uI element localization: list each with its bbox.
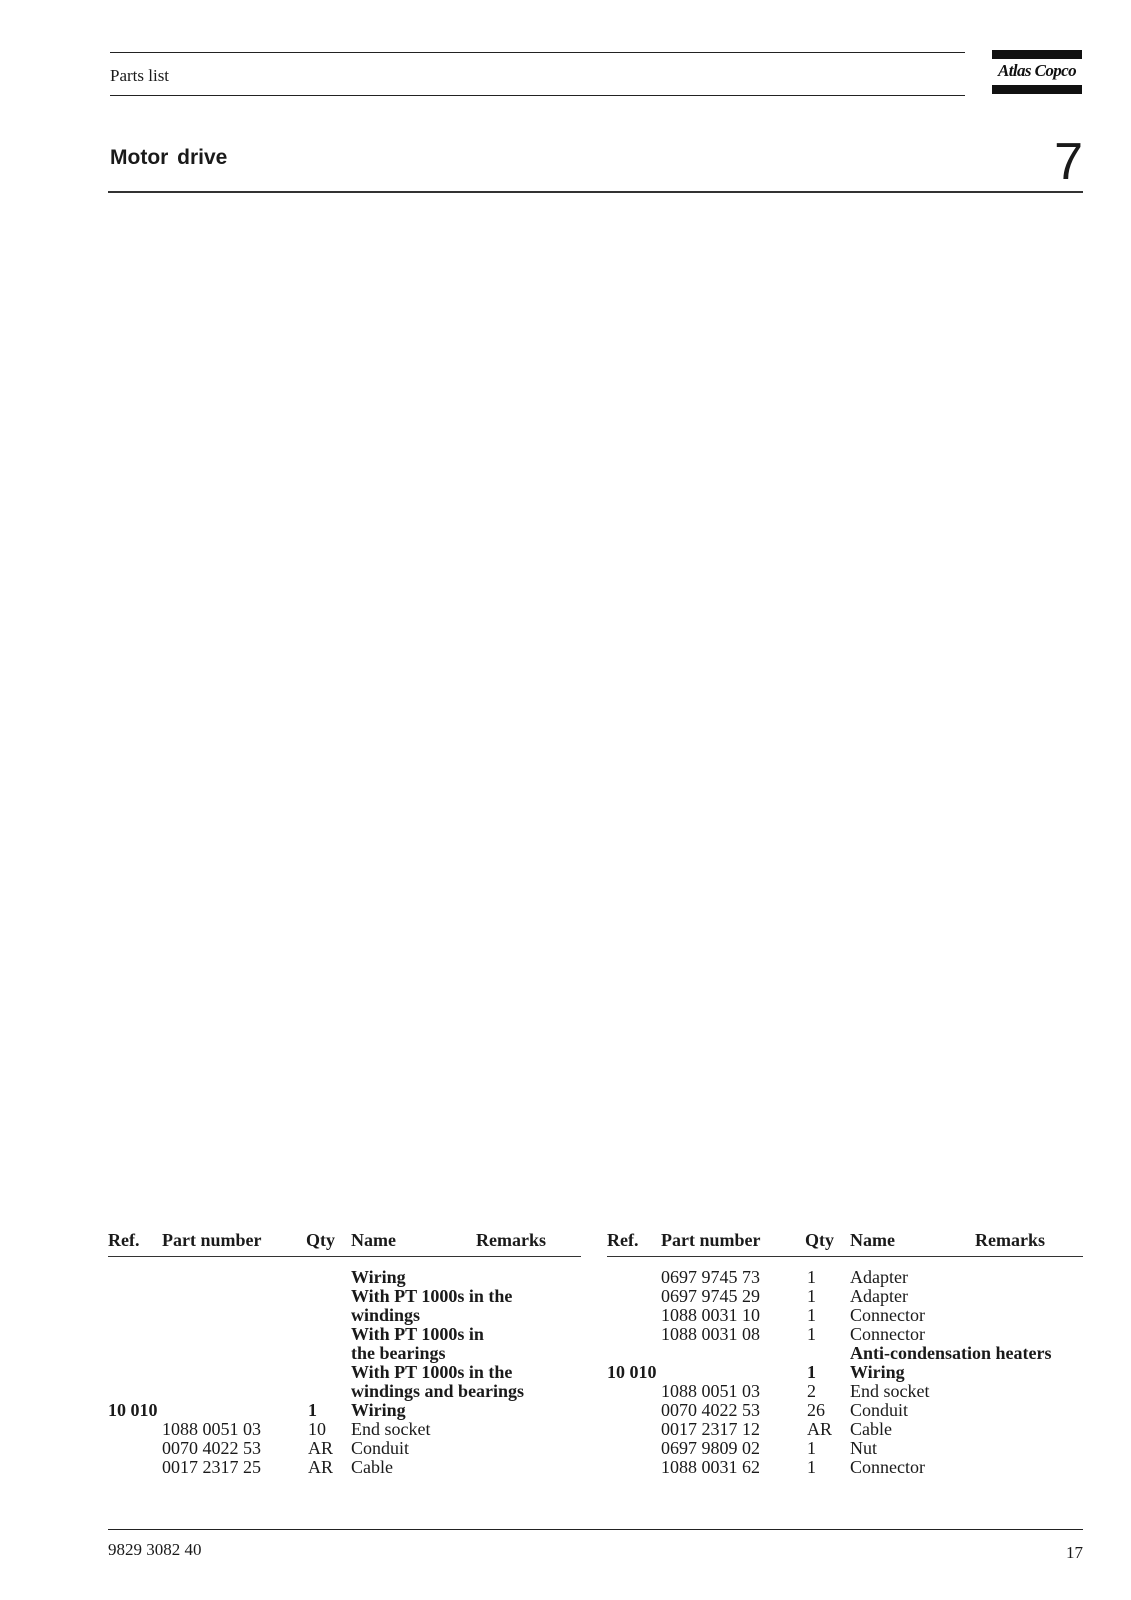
cell-part-number: 0017 2317 25 — [162, 1457, 261, 1477]
section-label: Parts list — [110, 66, 170, 85]
col-name-header: Name — [351, 1230, 396, 1250]
col-remarks-header: Remarks — [476, 1230, 546, 1250]
cell-name: windings — [351, 1305, 421, 1325]
cell-part-number: 0697 9745 29 — [661, 1286, 760, 1306]
parts-table-right — [607, 1230, 1083, 1477]
cell-name: Conduit — [351, 1438, 410, 1458]
cell-qty: AR — [308, 1457, 334, 1477]
logo-bottom-bar — [992, 85, 1082, 94]
cell-name: windings and bearings — [351, 1381, 525, 1401]
cell-part-number: 0017 2317 12 — [661, 1419, 760, 1439]
cell-part-number: 1088 0031 62 — [661, 1457, 760, 1477]
table-row — [607, 1287, 1083, 1306]
cell-qty: 26 — [807, 1400, 825, 1420]
table-row — [108, 1306, 581, 1325]
header-bottom-rule — [110, 95, 965, 96]
table-header — [108, 1230, 581, 1257]
table-row — [108, 1325, 581, 1344]
cell-qty: 1 — [308, 1400, 317, 1420]
table-row — [607, 1325, 1083, 1344]
table-row — [108, 1401, 581, 1420]
cell-part-number: 0697 9809 02 — [661, 1438, 760, 1458]
cell-qty: 1 — [807, 1362, 816, 1382]
logo-top-bar — [992, 50, 1082, 59]
cell-name: Adapter — [850, 1286, 908, 1306]
table-row — [607, 1420, 1083, 1439]
table-row — [607, 1268, 1083, 1287]
table-row — [607, 1363, 1083, 1382]
cell-qty: AR — [807, 1419, 833, 1439]
cell-name: End socket — [351, 1419, 431, 1439]
cell-name: Connector — [850, 1457, 925, 1477]
cell-part-number: 1088 0031 10 — [661, 1305, 760, 1325]
parts-table-left — [108, 1230, 581, 1477]
table-body — [108, 1268, 581, 1477]
table-row — [108, 1382, 581, 1401]
cell-name: Conduit — [850, 1400, 909, 1420]
cell-part-number: 1088 0031 08 — [661, 1324, 760, 1344]
cell-qty: AR — [308, 1438, 334, 1458]
cell-part-number: 1088 0051 03 — [661, 1381, 760, 1401]
footer-rule — [108, 1529, 1083, 1530]
cell-name: Wiring — [351, 1400, 406, 1420]
table-row — [108, 1420, 581, 1439]
cell-ref: 10 010 — [108, 1400, 158, 1420]
col-part-number-header: Part number — [661, 1230, 761, 1250]
title-rule — [108, 191, 1083, 193]
col-remarks-header: Remarks — [975, 1230, 1045, 1250]
cell-qty: 1 — [807, 1324, 816, 1344]
cell-qty: 1 — [807, 1267, 816, 1287]
page-title: Motor drive — [110, 146, 228, 169]
col-name-header: Name — [850, 1230, 895, 1250]
cell-name: Adapter — [850, 1267, 908, 1287]
cell-part-number: 0070 4022 53 — [661, 1400, 760, 1420]
cell-qty: 1 — [807, 1305, 816, 1325]
header-top-rule — [110, 52, 965, 53]
cell-qty: 1 — [807, 1286, 816, 1306]
col-ref-header: Ref. — [607, 1230, 639, 1250]
col-ref-header: Ref. — [108, 1230, 140, 1250]
cell-qty: 2 — [807, 1381, 816, 1401]
cell-name: Connector — [850, 1305, 925, 1325]
table-row — [607, 1344, 1083, 1363]
cell-name: the bearings — [351, 1343, 446, 1363]
table-row — [108, 1439, 581, 1458]
logo-wordmark: Atlas Copco — [998, 61, 1076, 80]
cell-part-number: 1088 0051 03 — [162, 1419, 261, 1439]
cell-name: Nut — [850, 1438, 877, 1458]
table-body — [607, 1268, 1083, 1477]
cell-qty: 1 — [807, 1438, 816, 1458]
col-qty-header: Qty — [805, 1230, 834, 1250]
cell-name: Wiring — [351, 1267, 406, 1287]
table-row — [108, 1344, 581, 1363]
col-part-number-header: Part number — [162, 1230, 262, 1250]
table-row — [108, 1287, 581, 1306]
atlas-copco-logo — [992, 50, 1082, 94]
table-row — [108, 1458, 581, 1477]
table-row — [607, 1382, 1083, 1401]
table-row — [108, 1268, 581, 1287]
cell-name: Cable — [351, 1457, 393, 1477]
page-number: 17 — [1066, 1543, 1083, 1562]
cell-name: End socket — [850, 1381, 930, 1401]
cell-name: Cable — [850, 1419, 892, 1439]
cell-name: Connector — [850, 1324, 925, 1344]
cell-part-number: 0070 4022 53 — [162, 1438, 261, 1458]
cell-qty: 10 — [308, 1419, 326, 1439]
cell-name: With PT 1000s in the — [351, 1286, 513, 1306]
chapter-number: 7 — [1054, 133, 1083, 191]
table-row — [108, 1363, 581, 1382]
cell-name: Anti-condensation heaters — [850, 1343, 1052, 1363]
document-number: 9829 3082 40 — [108, 1540, 202, 1559]
table-header — [607, 1230, 1083, 1257]
col-qty-header: Qty — [306, 1230, 335, 1250]
cell-part-number: 0697 9745 73 — [661, 1267, 760, 1287]
table-row — [607, 1306, 1083, 1325]
cell-name: With PT 1000s in — [351, 1324, 484, 1344]
table-row — [607, 1458, 1083, 1477]
cell-ref: 10 010 — [607, 1362, 657, 1382]
cell-name: Wiring — [850, 1362, 905, 1382]
cell-qty: 1 — [807, 1457, 816, 1477]
table-row — [607, 1401, 1083, 1420]
table-row — [607, 1439, 1083, 1458]
cell-name: With PT 1000s in the — [351, 1362, 513, 1382]
